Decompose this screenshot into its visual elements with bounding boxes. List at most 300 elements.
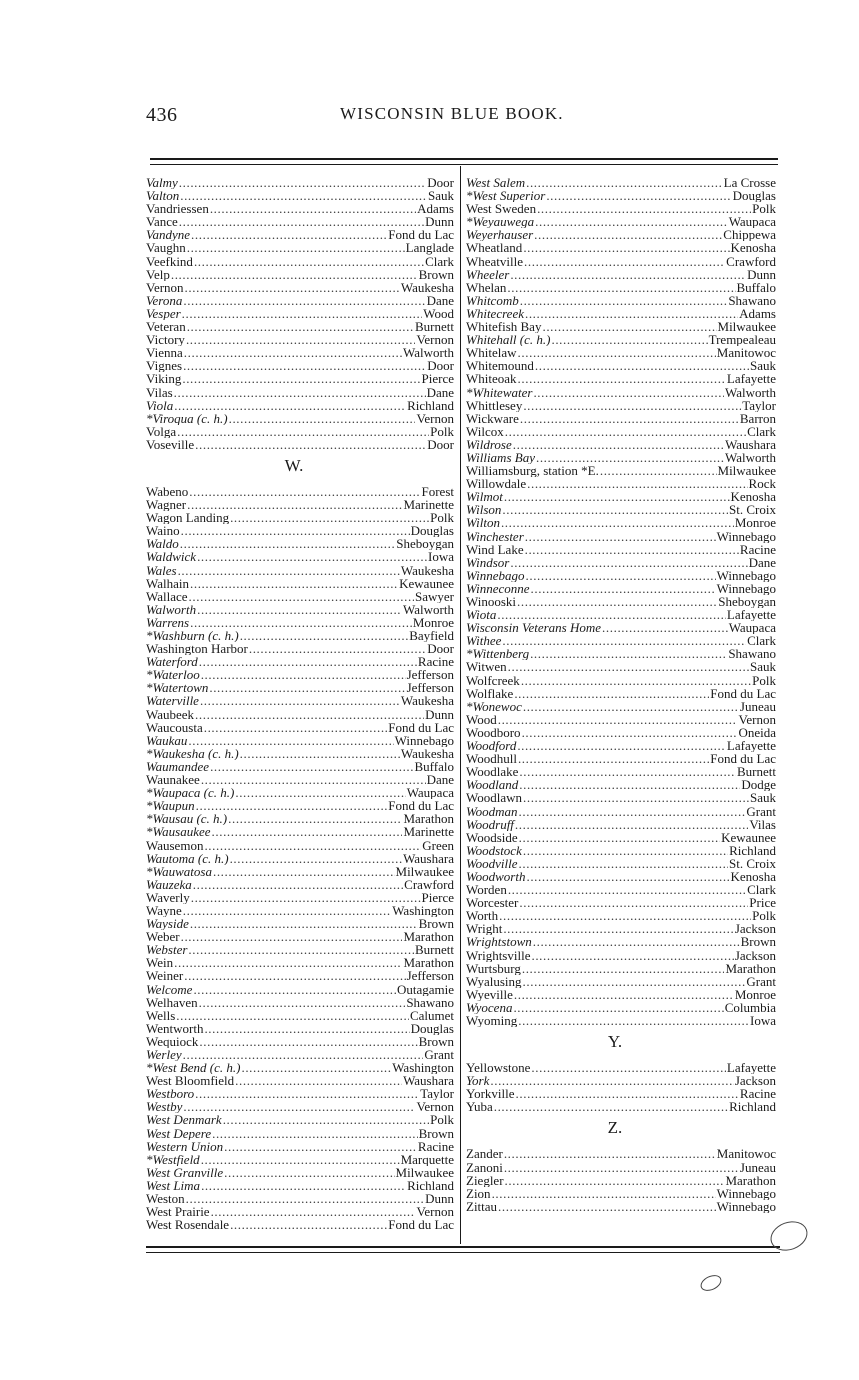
- county-name: Door: [427, 642, 454, 656]
- list-item: [146, 969, 454, 982]
- place-name: York: [466, 1074, 490, 1088]
- dot-leader: [229, 412, 416, 425]
- list-item: [146, 983, 454, 996]
- county-name: Monroe: [412, 615, 454, 629]
- place-name: Woodruff: [466, 817, 514, 831]
- place-name: Whitehall (c. h.): [466, 333, 551, 347]
- county-name: Oneida: [738, 725, 776, 740]
- place-name: Wrightstown: [466, 935, 532, 949]
- list-item: [146, 1218, 454, 1231]
- county-name: Winnebago: [394, 733, 454, 747]
- county-name: Burnett: [415, 320, 454, 334]
- place-name: *Wausau (c. h.): [146, 812, 228, 826]
- list-item: [146, 189, 454, 202]
- place-name: West Bloomfield: [146, 1074, 235, 1088]
- list-item: [146, 1179, 454, 1192]
- list-item: [466, 909, 776, 922]
- list-item: [466, 844, 776, 857]
- list-item: [466, 962, 776, 975]
- dot-leader: [510, 268, 746, 281]
- county-name: Waukesha: [400, 694, 454, 708]
- dot-leader: [542, 320, 716, 333]
- dot-leader: [510, 556, 747, 569]
- dot-leader: [519, 778, 740, 791]
- place-name: Waldwick: [146, 550, 197, 564]
- county-name: Sauk: [750, 660, 776, 674]
- list-item: [146, 537, 454, 550]
- place-name: Vilas: [146, 385, 173, 399]
- dot-leader: [504, 490, 730, 503]
- place-name: Waldo: [146, 537, 179, 551]
- dot-leader: [187, 241, 405, 254]
- place-name: *Waupun: [146, 799, 195, 813]
- dot-leader: [508, 660, 749, 673]
- place-name: Wildrose: [466, 437, 512, 451]
- county-name: Waukesha: [400, 280, 454, 294]
- dot-leader: [523, 844, 728, 857]
- county-name: Dunn: [747, 267, 776, 281]
- pencil-mark-icon: [766, 1216, 811, 1255]
- list-item: [466, 857, 776, 870]
- county-name: Sawyer: [415, 589, 454, 603]
- place-name: *West Bend (c. h.): [146, 1061, 241, 1075]
- dot-leader: [183, 1100, 415, 1113]
- list-item: [146, 1166, 454, 1179]
- place-name: Verona: [146, 293, 183, 307]
- county-name: Winnebago: [716, 568, 776, 582]
- county-name: Burnett: [415, 943, 454, 957]
- list-item: [146, 616, 454, 629]
- list-item: [146, 1192, 454, 1205]
- list-item: [466, 726, 776, 739]
- place-name: Weber: [146, 930, 180, 944]
- county-name: Dunn: [425, 215, 454, 229]
- list-item: [466, 1014, 776, 1027]
- dot-leader: [180, 537, 395, 550]
- place-name: Winneconne: [466, 581, 530, 595]
- list-item: [146, 202, 454, 215]
- list-item: [146, 839, 454, 852]
- list-item: [146, 799, 454, 812]
- list-item: [466, 660, 776, 673]
- county-name: Vilas: [749, 817, 776, 831]
- place-name: Wyeville: [466, 987, 513, 1001]
- list-item: [146, 1140, 454, 1153]
- list-item: [146, 852, 454, 865]
- place-name: Walhain: [146, 576, 189, 590]
- list-item: [146, 294, 454, 307]
- dot-leader: [201, 1179, 406, 1192]
- place-name: Winnebago: [466, 568, 525, 582]
- dot-leader: [513, 1001, 723, 1014]
- county-name: Fond du Lac: [710, 686, 776, 700]
- county-name: Grant: [746, 804, 776, 818]
- place-name: Werley: [146, 1048, 182, 1062]
- dot-leader: [199, 655, 417, 668]
- county-name: Shawano: [728, 647, 776, 661]
- dot-leader: [230, 1218, 387, 1231]
- place-name: Wagon Landing: [146, 511, 230, 525]
- dot-leader: [535, 359, 749, 372]
- place-name: *West Superior: [466, 189, 546, 203]
- dot-leader: [193, 983, 396, 996]
- dot-leader: [501, 516, 734, 529]
- place-name: Willowdale: [466, 477, 527, 491]
- list-item: [466, 307, 776, 320]
- place-name: Wheeler: [466, 267, 510, 281]
- county-name: Walworth: [403, 602, 454, 616]
- place-name: *Weyauwega: [466, 215, 535, 229]
- dot-leader: [505, 1174, 725, 1187]
- dot-leader: [526, 870, 729, 883]
- list-item: [146, 176, 454, 189]
- list-item: [146, 629, 454, 642]
- county-name: Jefferson: [406, 668, 454, 682]
- county-name: Waushara: [725, 437, 776, 451]
- county-name: Grant: [746, 974, 776, 988]
- list-item: [466, 752, 776, 765]
- column-divider: [460, 166, 461, 1244]
- place-name: Warrens: [146, 615, 190, 629]
- dot-leader: [517, 595, 717, 608]
- dot-leader: [531, 582, 716, 595]
- list-item: [466, 778, 776, 791]
- county-name: Vernon: [416, 411, 454, 425]
- county-name: Waukesha: [400, 746, 454, 760]
- county-name: Door: [427, 359, 454, 373]
- list-item: [146, 943, 454, 956]
- place-name: Zittau: [466, 1199, 498, 1213]
- place-name: Ziegler: [466, 1173, 504, 1187]
- dot-leader: [201, 1153, 400, 1166]
- county-name: Calumet: [409, 1008, 454, 1022]
- place-name: Western Union: [146, 1139, 224, 1153]
- list-item: [466, 503, 776, 516]
- dot-leader: [518, 1014, 749, 1027]
- place-name: Wentworth: [146, 1021, 204, 1035]
- dot-leader: [189, 590, 414, 603]
- county-name: Juneau: [739, 1160, 776, 1174]
- list-item: [466, 713, 776, 726]
- dot-leader: [521, 674, 751, 687]
- right-column: [466, 176, 776, 1213]
- dot-leader: [204, 839, 421, 852]
- county-name: Chippewa: [723, 228, 776, 242]
- county-name: Racine: [739, 1087, 776, 1101]
- dot-leader: [537, 202, 751, 215]
- list-item: [466, 425, 776, 438]
- county-name: Kenosha: [730, 869, 776, 884]
- county-name: Clark: [425, 254, 454, 268]
- dot-leader: [180, 189, 427, 202]
- list-item: [466, 215, 776, 228]
- dot-leader: [209, 681, 405, 694]
- dot-leader: [185, 281, 400, 294]
- list-item: [146, 412, 454, 425]
- list-item: [146, 228, 454, 241]
- county-name: Polk: [752, 202, 776, 216]
- list-item: [466, 818, 776, 831]
- list-item: [466, 647, 776, 660]
- list-item: [146, 904, 454, 917]
- county-name: Green: [422, 838, 454, 852]
- place-name: Wright: [466, 922, 503, 936]
- dot-leader: [492, 1187, 716, 1200]
- place-name: Williams Bay: [466, 450, 535, 465]
- place-name: Wrightsville: [466, 948, 531, 962]
- list-item: [466, 988, 776, 1001]
- list-item: [466, 1147, 776, 1160]
- place-name: Wyalusing: [466, 974, 522, 988]
- place-name: *Watertown: [146, 681, 209, 695]
- county-name: Dane: [426, 385, 454, 399]
- list-item: [146, 930, 454, 943]
- dot-leader: [201, 773, 426, 786]
- county-name: Juneau: [739, 699, 776, 713]
- dot-leader: [210, 202, 416, 215]
- place-name: *Waupaca (c. h.): [146, 786, 235, 800]
- list-item: [466, 1061, 776, 1074]
- county-name: Buffalo: [414, 759, 454, 774]
- dot-leader: [223, 1113, 429, 1126]
- list-item: [466, 569, 776, 582]
- county-name: Richland: [407, 398, 454, 412]
- place-name: Zanoni: [466, 1160, 503, 1174]
- place-name: Waunakee: [146, 773, 200, 787]
- list-item: [466, 739, 776, 752]
- dot-leader: [177, 425, 429, 438]
- list-item: [146, 878, 454, 891]
- county-name: Fond du Lac: [388, 1218, 454, 1232]
- list-item: [146, 655, 454, 668]
- dot-leader: [190, 917, 418, 930]
- dot-leader: [228, 812, 402, 825]
- dot-leader: [494, 1100, 728, 1113]
- dot-leader: [530, 647, 727, 660]
- county-name: Racine: [417, 655, 454, 669]
- county-name: Fond du Lac: [388, 720, 454, 734]
- place-name: Williamsburg, station *E.: [466, 464, 599, 478]
- list-item: [146, 577, 454, 590]
- dot-leader: [516, 1087, 739, 1100]
- place-name: Velp: [146, 267, 170, 281]
- place-name: Vandyne: [146, 228, 191, 242]
- top-rule-thin: [150, 164, 778, 165]
- dot-leader: [522, 962, 725, 975]
- county-name: Winnebago: [716, 1186, 776, 1200]
- list-item: [466, 595, 776, 608]
- dot-leader: [230, 511, 429, 524]
- county-name: Sheboygan: [718, 595, 776, 609]
- place-name: Wausemon: [146, 838, 204, 852]
- place-name: *Westfield: [146, 1152, 200, 1166]
- place-name: Wisconsin Veterans Home: [466, 621, 602, 635]
- county-name: Kenosha: [730, 241, 776, 255]
- list-item: [146, 786, 454, 799]
- place-name: Westby: [146, 1100, 183, 1114]
- list-item: [146, 320, 454, 333]
- county-name: Dane: [748, 555, 776, 569]
- dot-leader: [204, 721, 388, 734]
- list-item: [466, 189, 776, 202]
- dot-leader: [195, 708, 424, 721]
- county-name: Polk: [752, 909, 776, 923]
- list-item: [466, 516, 776, 529]
- list-item: [146, 721, 454, 734]
- place-name: Vernon: [146, 280, 184, 294]
- list-item: [466, 674, 776, 687]
- list-item: [146, 1048, 454, 1061]
- list-item: [466, 949, 776, 962]
- list-item: [146, 215, 454, 228]
- list-item: [146, 1022, 454, 1035]
- place-name: Wheatville: [466, 254, 524, 268]
- list-item: [146, 550, 454, 563]
- place-name: West Denmark: [146, 1113, 222, 1127]
- county-name: Waushara: [403, 851, 454, 865]
- list-item: [146, 1113, 454, 1126]
- county-name: Brown: [418, 1034, 454, 1048]
- dot-leader: [504, 1147, 716, 1160]
- list-item: [466, 228, 776, 241]
- dot-leader: [212, 1127, 418, 1140]
- place-name: *Wittenberg: [466, 647, 530, 661]
- dot-leader: [193, 878, 403, 891]
- place-name: Zion: [466, 1186, 491, 1200]
- dot-leader: [183, 294, 425, 307]
- county-name: Monroe: [734, 987, 776, 1001]
- place-name: Whitefish Bay: [466, 320, 542, 334]
- place-name: Yuba: [466, 1100, 493, 1114]
- dot-leader: [195, 438, 426, 451]
- list-item: [466, 831, 776, 844]
- list-item: [466, 1200, 776, 1213]
- place-name: Washington Harbor: [146, 642, 248, 656]
- list-item: [146, 917, 454, 930]
- county-name: Jefferson: [406, 681, 454, 695]
- list-item: [466, 399, 776, 412]
- place-name: Vaughn: [146, 241, 186, 255]
- list-item: [466, 294, 776, 307]
- place-name: Woodstock: [466, 843, 522, 857]
- list-item: [146, 747, 454, 760]
- dot-leader: [181, 930, 403, 943]
- place-name: Walworth: [146, 602, 197, 616]
- place-name: Wein: [146, 956, 174, 970]
- county-name: Milwaukee: [717, 320, 776, 334]
- list-item: [466, 687, 776, 700]
- county-name: Pierce: [421, 890, 454, 904]
- dot-leader: [525, 530, 716, 543]
- list-item: [466, 372, 776, 385]
- list-item: [146, 1127, 454, 1140]
- list-item: [146, 268, 454, 281]
- list-item: [466, 477, 776, 490]
- list-item: [146, 564, 454, 577]
- place-name: Whelan: [466, 280, 507, 294]
- place-name: Veefkind: [146, 254, 193, 268]
- dot-leader: [522, 726, 738, 739]
- county-name: Forest: [421, 484, 454, 499]
- list-item: [146, 773, 454, 786]
- county-name: Lafayette: [726, 608, 776, 622]
- dot-leader: [519, 896, 748, 909]
- place-name: Waverly: [146, 890, 190, 904]
- county-name: Fond du Lac: [388, 799, 454, 813]
- dot-leader: [504, 1161, 739, 1174]
- list-item: [146, 812, 454, 825]
- list-item: [466, 634, 776, 647]
- county-name: Marquette: [400, 1152, 454, 1166]
- dot-leader: [212, 825, 403, 838]
- list-item: [466, 241, 776, 254]
- county-name: Door: [427, 437, 454, 451]
- county-name: Polk: [752, 673, 776, 687]
- dot-leader: [199, 996, 406, 1009]
- list-item: [466, 883, 776, 896]
- place-name: Valmy: [146, 176, 178, 190]
- county-name: Price: [749, 896, 776, 910]
- list-item: [146, 996, 454, 1009]
- place-name: *Washburn (c. h.): [146, 629, 239, 643]
- county-name: Kewaunee: [399, 576, 454, 590]
- place-name: Wolflake: [466, 686, 514, 700]
- county-name: Clark: [747, 883, 776, 897]
- list-item: [146, 386, 454, 399]
- place-name: *Whitewater: [466, 385, 533, 399]
- county-name: Brown: [418, 267, 454, 281]
- list-item: [466, 608, 776, 621]
- county-name: Waupaca: [728, 621, 776, 635]
- list-item: [146, 425, 454, 438]
- county-name: Langlade: [405, 241, 454, 255]
- dot-leader: [497, 608, 726, 621]
- county-name: Polk: [430, 1113, 454, 1127]
- county-name: Marathon: [403, 956, 454, 970]
- county-name: Crawford: [404, 877, 454, 891]
- dot-leader: [518, 346, 716, 359]
- list-item: [466, 530, 776, 543]
- dot-leader: [182, 372, 420, 385]
- county-name: Jackson: [734, 948, 776, 962]
- list-item: [466, 359, 776, 372]
- dot-leader: [525, 543, 739, 556]
- dot-leader: [241, 1061, 391, 1074]
- county-name: Pierce: [421, 372, 454, 386]
- list-item: [466, 922, 776, 935]
- place-name: Wayne: [146, 903, 182, 918]
- county-name: Marathon: [403, 812, 454, 826]
- list-item: [466, 451, 776, 464]
- dot-leader: [505, 425, 746, 438]
- place-name: Wallace: [146, 589, 188, 603]
- list-item: [466, 438, 776, 451]
- place-name: Woodside: [466, 830, 518, 844]
- dot-leader: [508, 883, 746, 896]
- list-item: [466, 896, 776, 909]
- dot-leader: [498, 1200, 716, 1213]
- list-item: [146, 281, 454, 294]
- list-item: [146, 524, 454, 537]
- place-name: Woodhull: [466, 752, 517, 766]
- place-name: Viola: [146, 398, 174, 412]
- dot-leader: [515, 818, 748, 831]
- county-name: Door: [427, 176, 454, 190]
- dot-leader: [600, 464, 717, 477]
- place-name: Vandriessen: [146, 202, 209, 216]
- dot-leader: [523, 399, 741, 412]
- list-item: [146, 1009, 454, 1022]
